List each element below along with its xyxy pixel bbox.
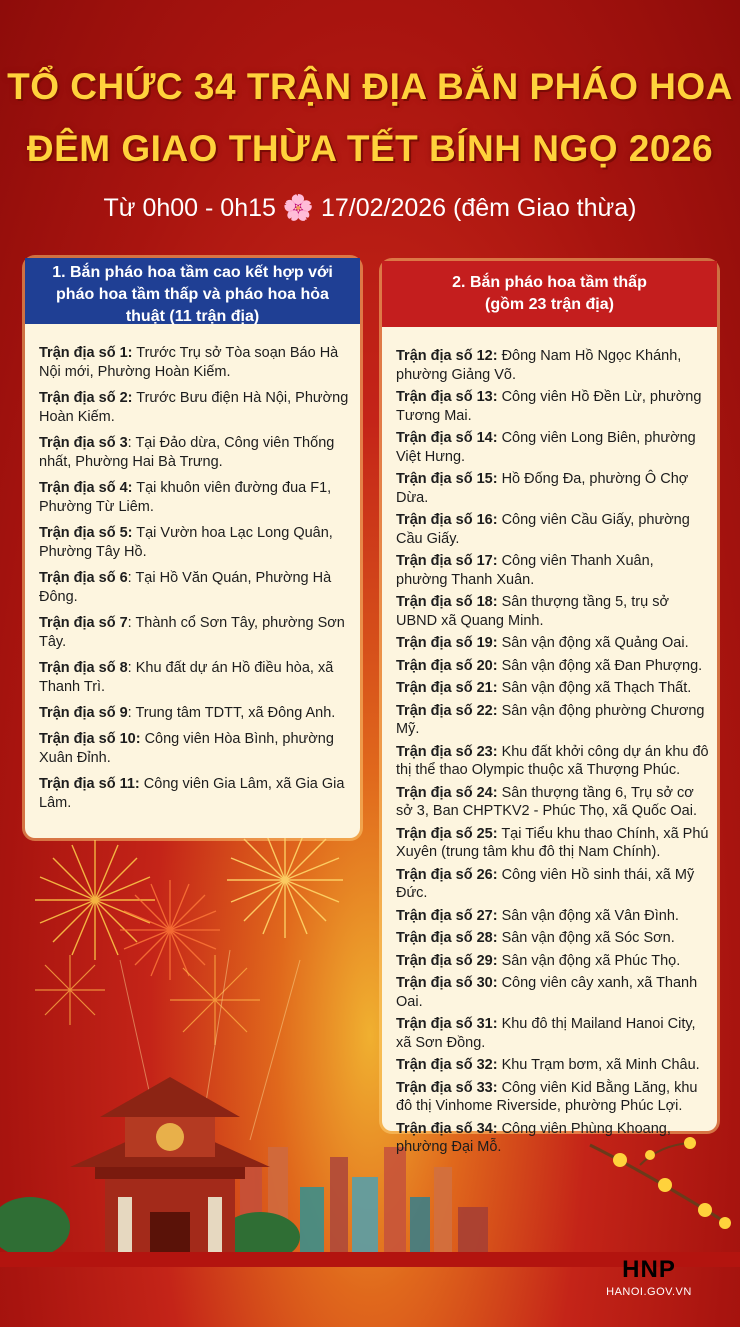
location-item — [396, 1015, 709, 1052]
location-label: Trận địa số 31: — [396, 1016, 498, 1032]
title-line-2: ĐÊM GIAO THỪA TẾT BÍNH NGỌ 2026 — [26, 128, 714, 169]
logo-site: HANOI.GOV.VN — [606, 1286, 692, 1298]
location-item — [396, 1120, 709, 1157]
event-time — [0, 190, 740, 226]
high-altitude-fireworks-panel — [25, 258, 360, 838]
location-item — [396, 347, 709, 384]
location-item — [39, 614, 352, 652]
location-label: Trận địa số 30: — [396, 975, 498, 991]
location-item — [39, 479, 352, 517]
location-label: Trận địa số 4: — [39, 480, 133, 496]
location-label: Trận địa số 8 — [39, 660, 128, 676]
location-label: Trận địa số 23: — [396, 743, 498, 760]
location-description: : Thành cổ Sơn Tây, phường Sơn Tây. — [39, 615, 345, 650]
location-item — [396, 702, 709, 739]
location-description: Hồ Đống Đa, phường Ô Chợ Dừa. — [396, 471, 689, 506]
location-item — [39, 730, 352, 768]
location-item — [396, 866, 709, 903]
location-item — [396, 929, 709, 948]
location-item — [396, 634, 709, 653]
location-label: Trận địa số 22: — [396, 702, 498, 719]
location-label: Trận địa số 9 — [39, 705, 128, 721]
location-description: Trước Trụ sở Tòa soạn Báo Hà Nội mới, Phường Hoàn Kiếm. — [39, 345, 339, 380]
location-label: Trận địa số 5: — [39, 525, 133, 541]
location-label: Trận địa số 28: — [396, 930, 498, 946]
location-label: Trận địa số 33: — [396, 1079, 498, 1096]
event-date: 17/02/2026 (đêm Giao thừa) — [320, 194, 637, 222]
location-item — [39, 524, 352, 562]
location-label: Trận địa số 24: — [396, 784, 498, 801]
location-label: Trận địa số 34: — [396, 1120, 498, 1137]
location-item — [39, 704, 352, 723]
location-item — [396, 907, 709, 926]
location-label: Trận địa số 12: — [396, 348, 498, 364]
location-description: Sân thượng tầng 5, trụ sở UBND xã Quang Minh. — [396, 594, 669, 629]
location-list — [382, 327, 717, 1157]
location-item — [39, 389, 352, 427]
location-description: Khu đô thị Mailand Hanoi City, xã Sơn Đồng. — [396, 1016, 696, 1051]
panel-header-line-2: (gồm 23 trận địa) — [485, 296, 614, 313]
location-label: Trận địa số 17: — [396, 553, 498, 569]
title-line-1: TỔ CHỨC 34 TRẬN ĐỊA BẮN PHÁO HOA — [7, 66, 733, 107]
location-description: : Khu đất dự án Hồ điều hòa, xã Thanh Trì. — [39, 660, 334, 695]
location-description: Sân vận động xã Sóc Sơn. — [497, 930, 675, 946]
location-item — [396, 784, 709, 821]
location-description: Công viên Thanh Xuân, phường Thanh Xuân. — [396, 553, 654, 588]
location-description: Trước Bưu điện Hà Nội, Phường Hoàn Kiếm. — [39, 390, 349, 425]
location-description: : Tại Đảo dừa, Công viên Thống nhất, Phường Hai Bà Trưng. — [39, 435, 335, 470]
location-label: Trận địa số 19: — [396, 635, 498, 651]
location-description: Công viên cây xanh, xã Thanh Oai. — [396, 975, 698, 1010]
location-label: Trận địa số 18: — [396, 594, 498, 610]
location-item — [396, 825, 709, 862]
location-description: Sân vận động xã Thạch Thất. — [497, 680, 692, 696]
location-item — [396, 593, 709, 630]
time-range: Từ 0h00 - 0h15 — [103, 194, 276, 222]
location-label: Trận địa số 26: — [396, 866, 498, 883]
location-description: Tại Tiểu khu thao Chính, xã Phú Xuyên (trung tâm khu đô thị Nam Chính). — [396, 825, 709, 860]
location-description: Sân vận động phường Chương Mỹ. — [396, 702, 705, 737]
flower-icon: 🌸 — [282, 194, 314, 222]
location-description: Sân vận động xã Vân Đình. — [497, 907, 679, 924]
location-label: Trận địa số 6 — [39, 570, 128, 586]
location-label: Trận địa số 7 — [39, 615, 128, 631]
location-label: Trận địa số 25: — [396, 825, 498, 842]
location-label: Trận địa số 14: — [396, 430, 498, 446]
logo-mark: HNP — [622, 1256, 676, 1283]
location-label: Trận địa số 13: — [396, 389, 498, 405]
location-label: Trận địa số 2: — [39, 390, 133, 406]
location-label: Trận địa số 11: — [39, 776, 140, 792]
location-label: Trận địa số 16: — [396, 512, 498, 528]
location-item — [396, 952, 709, 971]
poster-title — [0, 56, 740, 180]
location-item — [396, 974, 709, 1011]
location-label: Trận địa số 32: — [396, 1057, 498, 1073]
location-label: Trận địa số 3 — [39, 435, 128, 451]
location-description: Tại Vườn hoa Lạc Long Quân, Phường Tây Hồ. — [39, 525, 333, 560]
location-label: Trận địa số 1: — [39, 345, 133, 361]
location-description: Công viên Long Biên, phường Việt Hưng. — [396, 430, 696, 465]
panel-header-line-1: 2. Bắn pháo hoa tầm thấp — [452, 274, 647, 291]
location-description: Đông Nam Hồ Ngọc Khánh, phường Giảng Võ. — [396, 348, 682, 383]
location-item — [396, 657, 709, 676]
location-description: Công viên Gia Lâm, xã Gia Gia Lâm. — [39, 776, 345, 811]
low-altitude-fireworks-panel — [382, 261, 717, 1155]
location-description: Sân vận động xã Phúc Thọ. — [497, 952, 681, 969]
location-item — [396, 511, 709, 548]
panel-header: 1. Bắn pháo hoa tầm cao kết hợp với pháo hoa tầm thấp và pháo hoa hỏa thuật (11 trận địa) — [25, 258, 360, 324]
location-item — [39, 569, 352, 607]
location-description: : Tại Hồ Văn Quán, Phường Hà Đông. — [39, 570, 332, 605]
location-item — [396, 388, 709, 425]
location-item — [39, 775, 352, 813]
location-description: Sân vận động xã Quảng Oai. — [497, 635, 689, 651]
location-description: Sân vận động xã Đan Phượng. — [497, 657, 703, 674]
location-description: Công viên Phùng Khoang, phường Đại Mỗ. — [396, 1120, 671, 1155]
location-item — [396, 1056, 709, 1075]
location-description: Công viên Hồ sinh thái, xã Mỹ Đức. — [396, 866, 695, 901]
location-item — [396, 552, 709, 589]
location-label: Trận địa số 20: — [396, 657, 498, 674]
location-description: : Trung tâm TDTT, xã Đông Anh. — [127, 705, 336, 721]
location-item — [396, 429, 709, 466]
location-item — [39, 344, 352, 382]
location-description: Tại khuôn viên đường đua F1, Phường Từ Liêm. — [39, 480, 332, 515]
location-item — [396, 743, 709, 780]
location-description: Khu Trạm bơm, xã Minh Châu. — [497, 1057, 700, 1073]
location-label: Trận địa số 21: — [396, 680, 498, 696]
location-description: Công viên Hồ Đền Lừ, phường Tương Mai. — [396, 389, 702, 424]
location-list — [25, 324, 360, 813]
location-description: Công viên Hòa Bình, phường Xuân Đỉnh. — [39, 731, 334, 766]
location-item — [39, 659, 352, 697]
hnp-logo — [594, 1256, 704, 1298]
location-label: Trận địa số 10: — [39, 731, 141, 747]
location-item — [396, 679, 709, 698]
location-label: Trận địa số 15: — [396, 471, 498, 487]
location-description: Sân thượng tầng 6, Trụ sở cơ sở 3, Ban CHPTKV2 - Phúc Thọ, xã Quốc Oai. — [396, 784, 697, 819]
location-label: Trận địa số 27: — [396, 907, 498, 924]
location-item — [396, 1079, 709, 1116]
location-item — [39, 434, 352, 472]
location-description: Khu đất khởi công dự án khu đô thị thể thao Olympic thuộc xã Thượng Phúc. — [396, 743, 709, 778]
location-description: Công viên Kid Bằng Lăng, khu đô thị Vinhome Riverside, phường Phúc Lợi. — [396, 1079, 698, 1114]
location-description: Công viên Cầu Giấy, phường Cầu Giấy. — [396, 512, 690, 547]
panel-header — [382, 261, 717, 327]
location-label: Trận địa số 29: — [396, 952, 498, 969]
location-item — [396, 470, 709, 507]
